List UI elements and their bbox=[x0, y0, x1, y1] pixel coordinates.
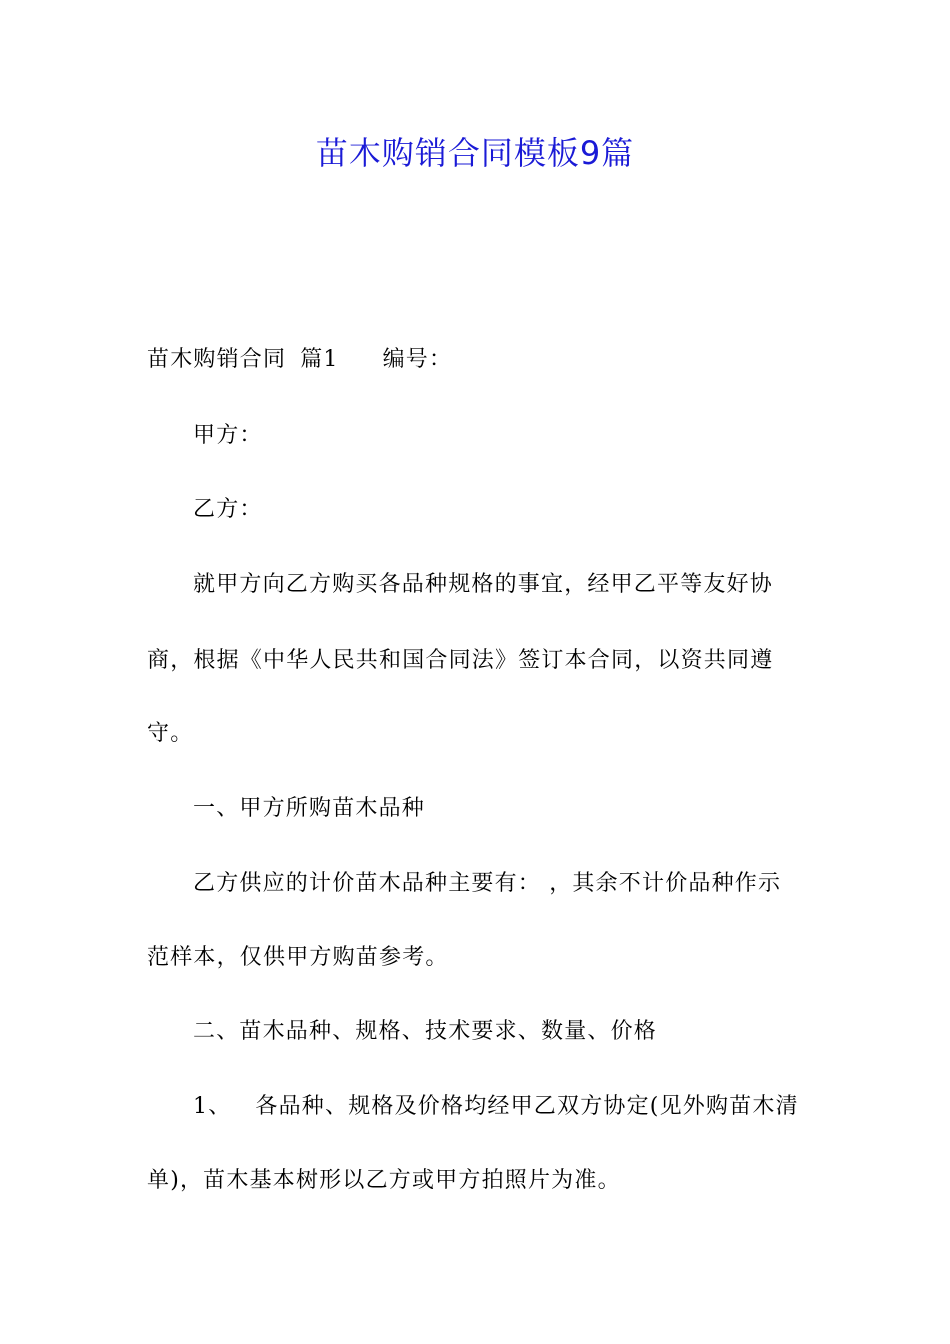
section-1-line-2: 范样本，仅供甲方购苗参考。 bbox=[147, 945, 449, 970]
section-2-item-1-line-1 bbox=[193, 1092, 799, 1122]
item-text: 各品种、规格及价格均经甲乙双方协定(见外购苗木清 bbox=[255, 1094, 799, 1119]
party-b-label: 乙方： bbox=[193, 497, 263, 522]
intro-line-1: 就甲方向乙方购买各品种规格的事宜，经甲乙平等友好协 bbox=[193, 572, 774, 597]
item-number: 1、 bbox=[193, 1094, 232, 1119]
intro-line-2: 商，根据《中华人民共和国合同法》签订本合同，以资共同遵 bbox=[147, 648, 774, 673]
section-2-item-1-line-2: 单)，苗木基本树形以乙方或甲方拍照片为准。 bbox=[147, 1168, 621, 1193]
contract-part: 篇1 bbox=[300, 347, 339, 372]
section-2-heading: 二、苗木品种、规格、技术要求、数量、价格 bbox=[193, 1019, 658, 1044]
party-a-label: 甲方： bbox=[193, 423, 263, 448]
document-title: 苗木购销合同模板9篇 bbox=[315, 134, 635, 172]
intro-line-3: 守。 bbox=[147, 721, 194, 746]
contract-name: 苗木购销合同 bbox=[147, 347, 287, 372]
contract-number-label: 编号： bbox=[382, 347, 453, 372]
section-1-line-1: 乙方供应的计价苗木品种主要有： ，其余不计价品种作示 bbox=[193, 871, 782, 896]
section-1-heading: 一、甲方所购苗木品种 bbox=[193, 796, 426, 821]
contract-heading-line bbox=[147, 345, 452, 375]
